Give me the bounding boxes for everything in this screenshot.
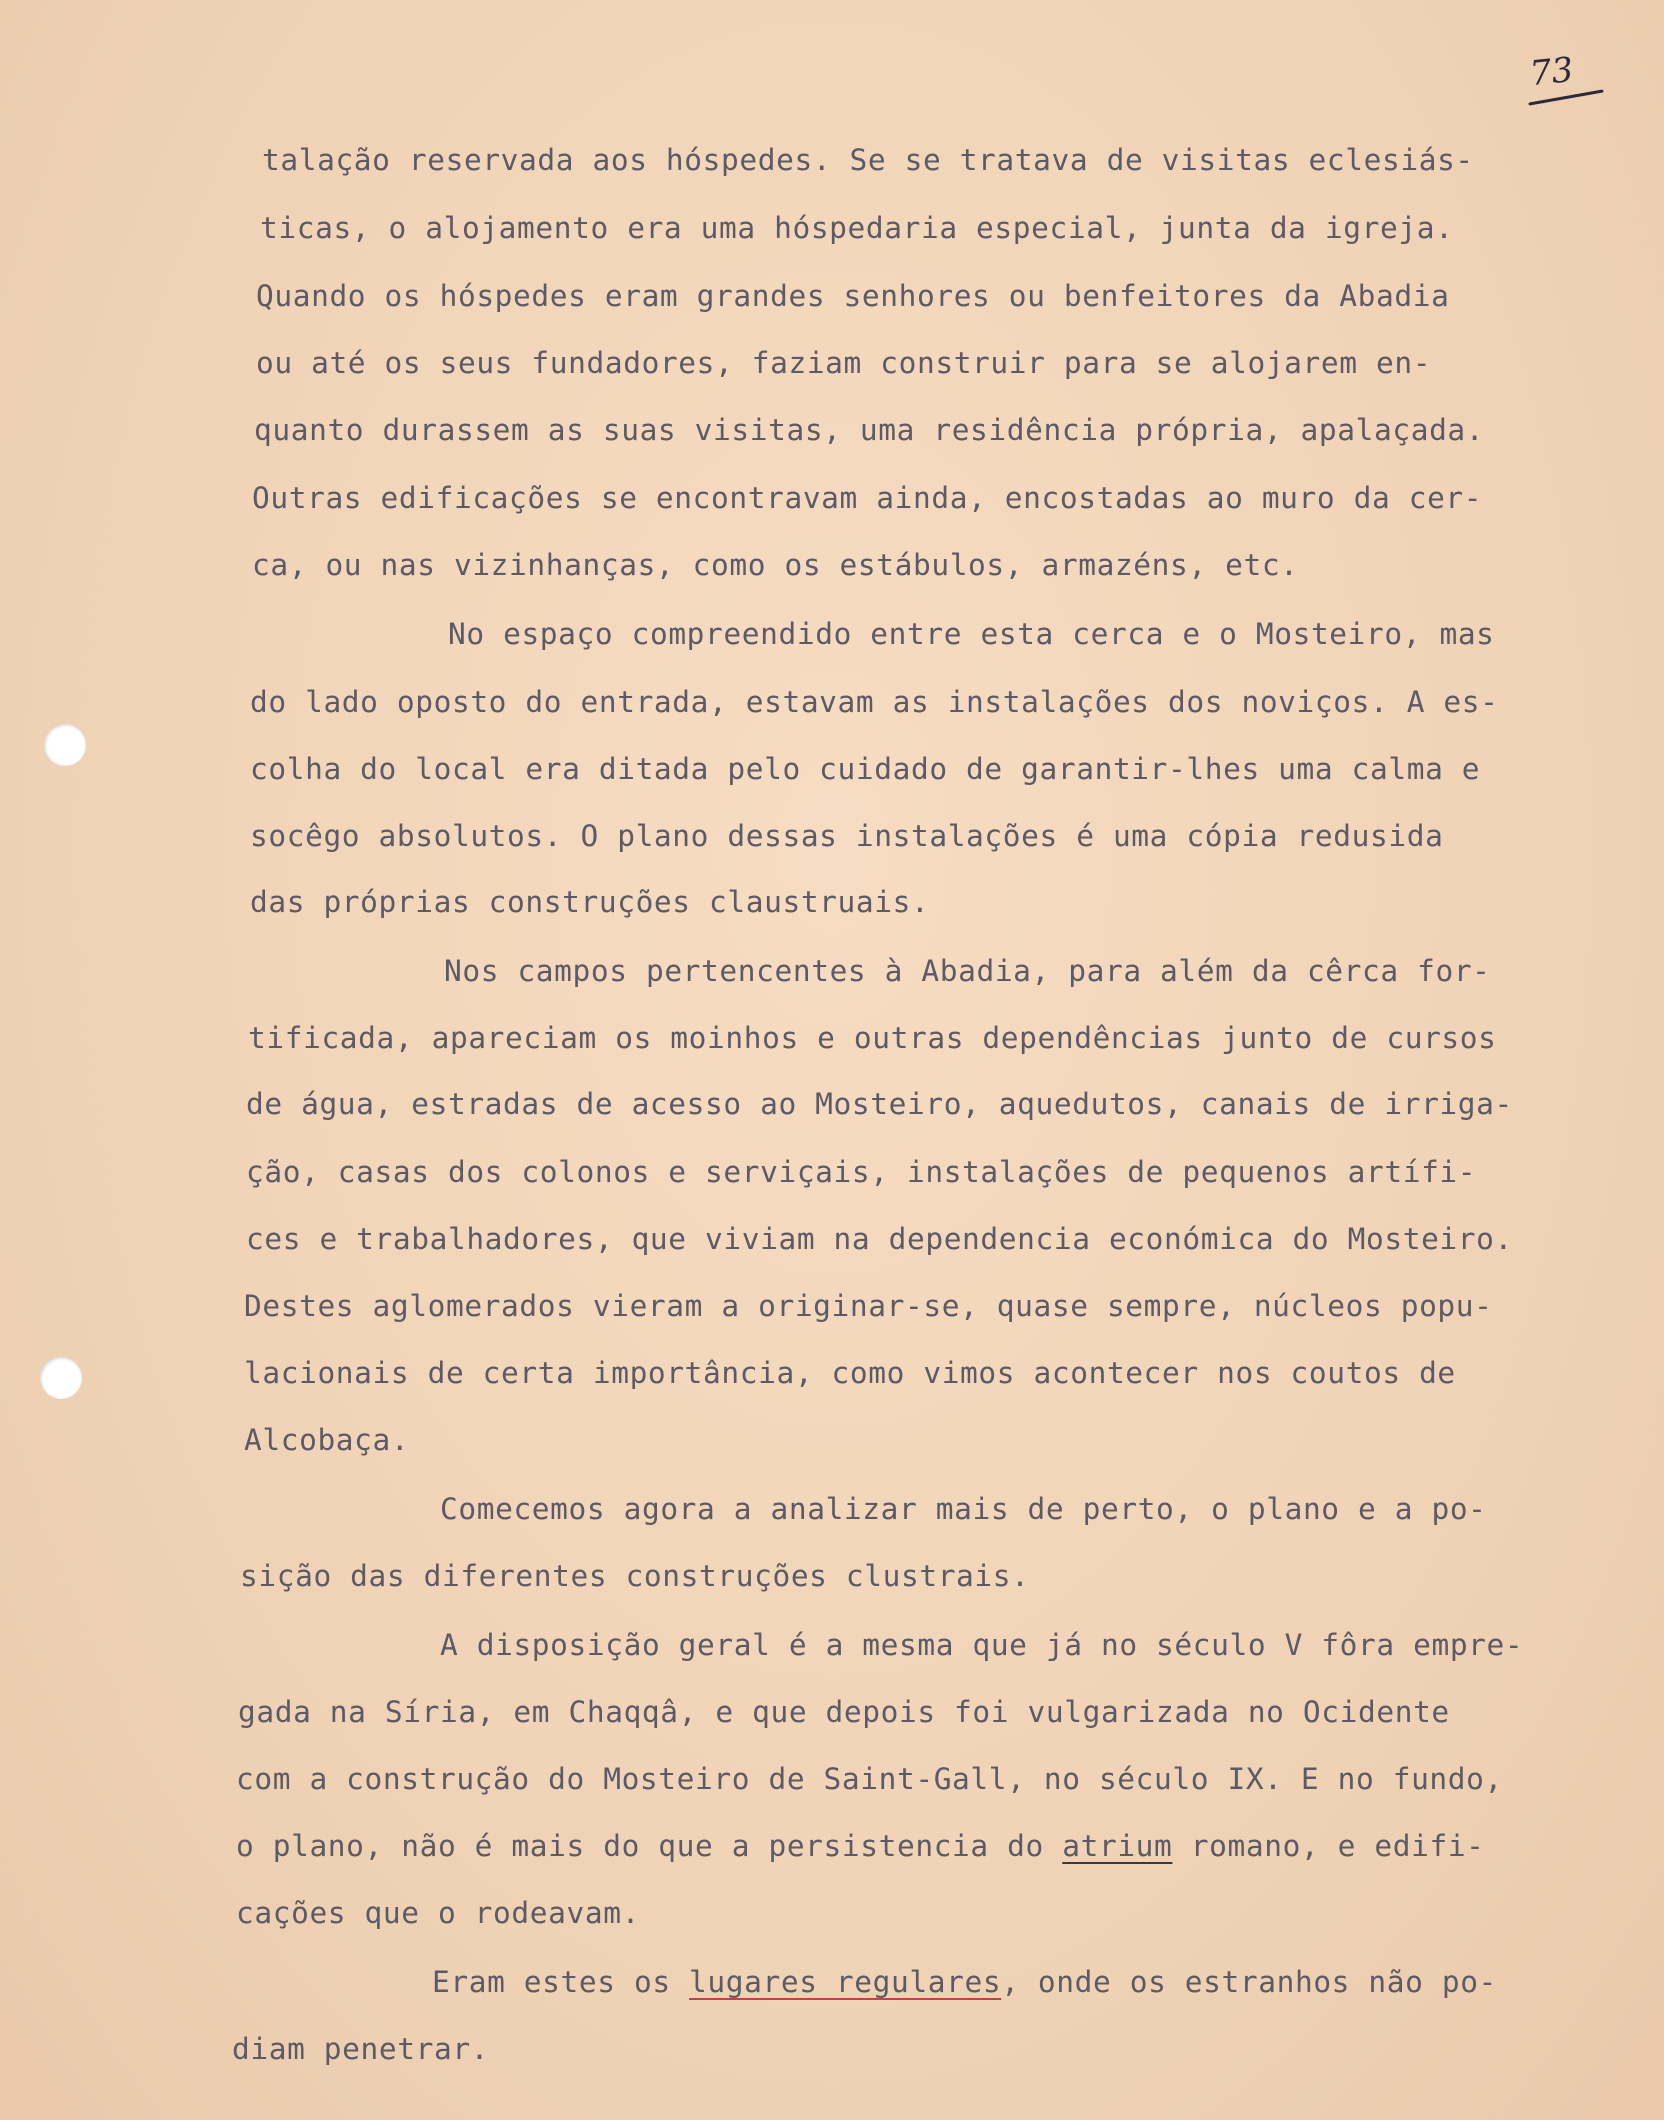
text-line: Quando os hóspedes eram grandes senhores ou benfeitores da Abadia bbox=[256, 279, 1450, 313]
text-line: Nos campos pertencentes à Abadia, para além da cêrca for- bbox=[444, 954, 1491, 988]
text-line bbox=[432, 1965, 1497, 1999]
underlined-term: lugares regulares bbox=[689, 1965, 1002, 1999]
text-line: das próprias construções claustruais. bbox=[250, 885, 930, 919]
text-line: tificada, apareciam os moinhos e outras dependências junto de cursos bbox=[248, 1021, 1497, 1055]
text-line: socêgo absolutos. O plano dessas instalações é uma cópia redusida bbox=[250, 819, 1444, 853]
text-line: Alcobaça. bbox=[244, 1423, 410, 1457]
text-line: Comecemos agora a analizar mais de perto, o plano e a po- bbox=[440, 1492, 1487, 1526]
text-line: gada na Síria, em Chaqqâ, e que depois foi vulgarizada no Ocidente bbox=[238, 1695, 1450, 1729]
text-line bbox=[236, 1829, 1485, 1863]
text-line: ces e trabalhadores, que viviam na dependencia económica do Mosteiro. bbox=[246, 1222, 1513, 1256]
underlined-term: atrium bbox=[1062, 1829, 1173, 1863]
text-line: Outras edificações se encontravam ainda, encostadas ao muro da cer- bbox=[252, 481, 1483, 515]
text-line: ou até os seus fundadores, faziam construir para se alojarem en- bbox=[256, 346, 1432, 380]
text-line: sição das diferentes construções clustrais. bbox=[240, 1559, 1030, 1593]
text-line: ção, casas dos colonos e serviçais, instalações de pequenos artífi- bbox=[246, 1155, 1477, 1189]
text-line: quanto durassem as suas visitas, uma residência própria, apalaçada. bbox=[254, 413, 1485, 447]
text-segment: , onde os estranhos não po- bbox=[1001, 1965, 1497, 1999]
text-line: A disposição geral é a mesma que já no século V fôra empre- bbox=[440, 1628, 1524, 1662]
text-line: ca, ou nas vizinhanças, como os estábulos, armazéns, etc. bbox=[252, 548, 1299, 582]
text-line: talação reservada aos hóspedes. Se se tratava de visitas eclesiás- bbox=[262, 143, 1474, 177]
text-segment: o plano, não é mais do que a persistencia do bbox=[236, 1829, 1063, 1863]
text-line: lacionais de certa importância, como vimos acontecer nos coutos de bbox=[244, 1356, 1456, 1390]
text-line: com a construção do Mosteiro de Saint-Gall, no século IX. E no fundo, bbox=[236, 1762, 1503, 1796]
text-segment: Eram estes os bbox=[432, 1965, 690, 1999]
page-number: 73 bbox=[1528, 49, 1576, 95]
text-line: colha do local era ditada pelo cuidado de garantir-lhes uma calma e bbox=[250, 752, 1481, 786]
text-line: de água, estradas de acesso ao Mosteiro, aquedutos, canais de irriga- bbox=[246, 1087, 1513, 1121]
text-line: do lado oposto do entrada, estavam as instalações dos noviços. A es- bbox=[250, 685, 1499, 719]
text-line: cações que o rodeavam. bbox=[236, 1896, 640, 1930]
text-line: Destes aglomerados vieram a originar-se, quase sempre, núcleos popu- bbox=[244, 1289, 1493, 1323]
text-line: diam penetrar. bbox=[232, 2032, 490, 2066]
text-line: ticas, o alojamento era uma hóspedaria especial, junta da igreja. bbox=[260, 211, 1454, 245]
text-segment: romano, e edifi- bbox=[1172, 1829, 1485, 1863]
text-line: No espaço compreendido entre esta cerca e o Mosteiro, mas bbox=[448, 617, 1495, 651]
